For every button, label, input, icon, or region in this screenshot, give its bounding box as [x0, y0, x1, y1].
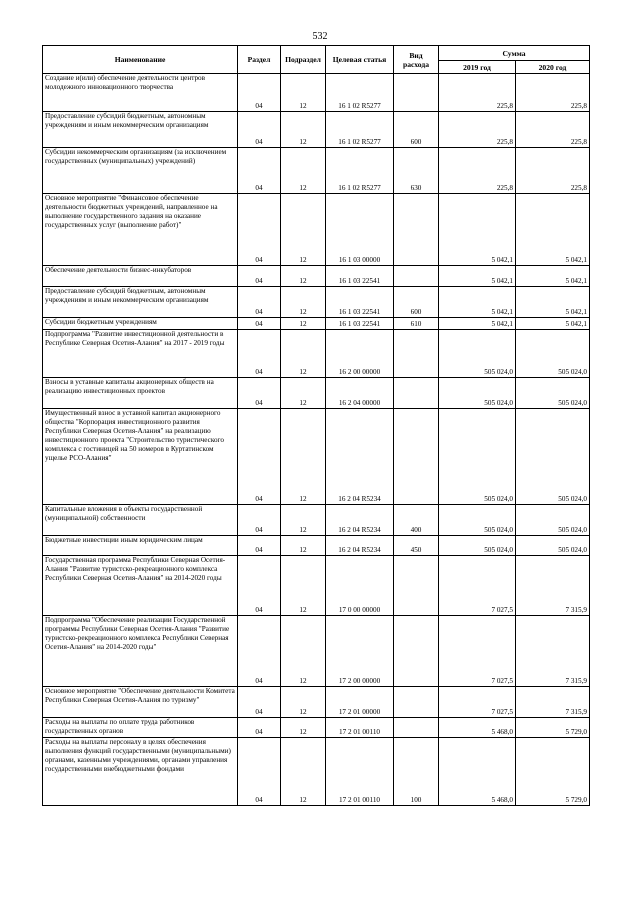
row-name: Субсидии бюджетным учреждениям	[43, 318, 238, 330]
table-row	[43, 378, 590, 409]
row-name: Взносы в уставные капиталы акционерных обществ на реализацию инвестиционных проектов	[43, 378, 238, 409]
row-statya: 16 2 04 00000	[326, 378, 394, 409]
table-row	[43, 536, 590, 556]
table-header	[43, 46, 590, 74]
row-statya: 16 2 04 R5234	[326, 536, 394, 556]
row-vid	[394, 330, 439, 378]
row-vid	[394, 556, 439, 616]
row-razdel: 04	[238, 687, 281, 718]
row-amount-2019: 5 042,1	[439, 194, 516, 266]
row-amount-2019: 225,8	[439, 148, 516, 194]
table-row	[43, 409, 590, 505]
row-amount-2020: 225,8	[516, 74, 590, 112]
header-name: Наименование	[43, 46, 238, 74]
row-amount-2020: 225,8	[516, 148, 590, 194]
row-amount-2019: 505 024,0	[439, 330, 516, 378]
row-amount-2020: 505 024,0	[516, 330, 590, 378]
row-name: Государственная программа Республики Северная Осетия-Алания "Развитие туристско-рекреационного комплекса Республики Северная Осетия-Алания" на 2014-2020 годы	[43, 556, 238, 616]
row-statya: 16 1 03 00000	[326, 194, 394, 266]
row-vid: 400	[394, 505, 439, 536]
row-name: Капитальные вложения в объекты государственной (муниципальной) собственности	[43, 505, 238, 536]
row-razdel: 04	[238, 378, 281, 409]
table-row	[43, 718, 590, 738]
row-amount-2019: 225,8	[439, 112, 516, 148]
row-vid: 600	[394, 287, 439, 318]
row-vid	[394, 409, 439, 505]
table-row	[43, 194, 590, 266]
row-name: Основное мероприятие "Обеспечение деятельности Комитета Республики Северная Осетия-Алания по туризму"	[43, 687, 238, 718]
row-razdel: 04	[238, 287, 281, 318]
row-amount-2020: 5 042,1	[516, 194, 590, 266]
row-vid	[394, 616, 439, 687]
row-statya: 16 2 04 R5234	[326, 505, 394, 536]
row-amount-2020: 5 042,1	[516, 287, 590, 318]
row-amount-2020: 225,8	[516, 112, 590, 148]
row-podrazdel: 12	[281, 148, 326, 194]
header-2019: 2019 год	[439, 61, 516, 74]
row-razdel: 04	[238, 556, 281, 616]
row-amount-2020: 505 024,0	[516, 378, 590, 409]
row-name: Расходы на выплаты персоналу в целях обеспечения выполнения функций государственными (муниципальными) органами, казенными учреждениями, органами управления государственными внебюджетными фондами	[43, 738, 238, 806]
table-row	[43, 287, 590, 318]
row-vid: 600	[394, 112, 439, 148]
row-razdel: 04	[238, 266, 281, 287]
row-vid	[394, 194, 439, 266]
row-amount-2019: 7 027,5	[439, 556, 516, 616]
row-amount-2020: 505 024,0	[516, 409, 590, 505]
row-razdel: 04	[238, 409, 281, 505]
table-row	[43, 556, 590, 616]
row-vid: 630	[394, 148, 439, 194]
row-razdel: 04	[238, 148, 281, 194]
row-razdel: 04	[238, 616, 281, 687]
header-podrazdel: Подраздел	[281, 46, 326, 74]
table-row	[43, 148, 590, 194]
page-number: 532	[312, 31, 328, 42]
row-name: Основное мероприятие "Финансовое обеспечение деятельности бюджетных учреждений, направленное на выполнение государственного задания на оказание государственных услуг (выполнение работ)"	[43, 194, 238, 266]
row-amount-2019: 7 027,5	[439, 616, 516, 687]
row-vid	[394, 718, 439, 738]
row-vid: 610	[394, 318, 439, 330]
row-amount-2020: 5 729,0	[516, 718, 590, 738]
table-row	[43, 330, 590, 378]
row-statya: 17 2 01 00000	[326, 687, 394, 718]
row-statya: 16 1 03 22541	[326, 266, 394, 287]
row-amount-2020: 7 315,9	[516, 687, 590, 718]
row-podrazdel: 12	[281, 687, 326, 718]
row-amount-2019: 5 042,1	[439, 318, 516, 330]
header-2020: 2020 год	[516, 61, 590, 74]
row-statya: 17 0 00 00000	[326, 556, 394, 616]
row-name: Предоставление субсидий бюджетным, автономным учреждениям и иным некоммерческим организациям	[43, 112, 238, 148]
row-razdel: 04	[238, 318, 281, 330]
header-vid: Вид расхода	[394, 46, 439, 74]
row-name: Бюджетные инвестиции иным юридическим лицам	[43, 536, 238, 556]
budget-table	[42, 45, 590, 806]
row-podrazdel: 12	[281, 330, 326, 378]
row-statya: 16 1 03 22541	[326, 318, 394, 330]
row-name: Подпрограмма "Развитие инвестиционной деятельности в Республике Северная Осетия-Алания" на 2017 - 2019 годы	[43, 330, 238, 378]
row-statya: 16 2 00 00000	[326, 330, 394, 378]
row-name: Подпрограмма "Обеспечение реализации Государственной программы Республики Северная Осетия-Алания "Развитие туристско-рекреационного комплекса Республики Северная Осетия-Алания" на 2014-2020 годы"	[43, 616, 238, 687]
row-razdel: 04	[238, 505, 281, 536]
header-statya: Целевая статья	[326, 46, 394, 74]
row-statya: 16 1 03 22541	[326, 287, 394, 318]
row-amount-2020: 5 729,0	[516, 738, 590, 806]
row-podrazdel: 12	[281, 74, 326, 112]
row-podrazdel: 12	[281, 738, 326, 806]
row-podrazdel: 12	[281, 718, 326, 738]
table-row	[43, 687, 590, 718]
row-statya: 16 1 02 R5277	[326, 74, 394, 112]
row-podrazdel: 12	[281, 556, 326, 616]
header-summa: Сумма	[439, 46, 590, 61]
table-body	[43, 74, 590, 806]
row-razdel: 04	[238, 194, 281, 266]
row-statya: 17 2 01 00110	[326, 738, 394, 806]
row-podrazdel: 12	[281, 616, 326, 687]
header-razdel: Раздел	[238, 46, 281, 74]
row-podrazdel: 12	[281, 266, 326, 287]
row-amount-2019: 505 024,0	[439, 536, 516, 556]
table-row	[43, 112, 590, 148]
row-statya: 17 2 00 00000	[326, 616, 394, 687]
row-amount-2019: 5 468,0	[439, 738, 516, 806]
row-amount-2019: 7 027,5	[439, 687, 516, 718]
row-name: Расходы на выплаты по оплате труда работников государственных органов	[43, 718, 238, 738]
row-razdel: 04	[238, 718, 281, 738]
row-amount-2020: 5 042,1	[516, 266, 590, 287]
row-vid	[394, 687, 439, 718]
row-name: Обеспечение деятельности бизнес-инкубаторов	[43, 266, 238, 287]
table-row	[43, 505, 590, 536]
row-vid	[394, 378, 439, 409]
row-razdel: 04	[238, 112, 281, 148]
row-razdel: 04	[238, 74, 281, 112]
row-statya: 16 2 04 R5234	[326, 409, 394, 505]
row-name: Предоставление субсидий бюджетным, автономным учреждениям и иным некоммерческим организациям	[43, 287, 238, 318]
row-podrazdel: 12	[281, 112, 326, 148]
row-name: Субсидии некоммерческим организациям (за исключением государственных (муниципальных) учреждений)	[43, 148, 238, 194]
row-vid	[394, 266, 439, 287]
table-row	[43, 738, 590, 806]
row-amount-2020: 7 315,9	[516, 556, 590, 616]
row-podrazdel: 12	[281, 287, 326, 318]
row-name: Создание и(или) обеспечение деятельности центров молодежного инновационного творчества	[43, 74, 238, 112]
row-statya: 16 1 02 R5277	[326, 112, 394, 148]
row-amount-2019: 5 042,1	[439, 266, 516, 287]
row-amount-2020: 7 315,9	[516, 616, 590, 687]
row-amount-2019: 225,8	[439, 74, 516, 112]
table-row	[43, 266, 590, 287]
row-razdel: 04	[238, 738, 281, 806]
row-amount-2019: 5 468,0	[439, 718, 516, 738]
row-amount-2020: 505 024,0	[516, 505, 590, 536]
table-row	[43, 74, 590, 112]
row-statya: 16 1 02 R5277	[326, 148, 394, 194]
table-row	[43, 318, 590, 330]
row-razdel: 04	[238, 330, 281, 378]
row-amount-2019: 505 024,0	[439, 409, 516, 505]
row-amount-2020: 505 024,0	[516, 536, 590, 556]
row-podrazdel: 12	[281, 505, 326, 536]
row-podrazdel: 12	[281, 318, 326, 330]
row-amount-2019: 505 024,0	[439, 378, 516, 409]
row-vid	[394, 74, 439, 112]
row-vid: 450	[394, 536, 439, 556]
row-podrazdel: 12	[281, 378, 326, 409]
row-podrazdel: 12	[281, 194, 326, 266]
row-vid: 100	[394, 738, 439, 806]
row-statya: 17 2 01 00110	[326, 718, 394, 738]
row-name: Имущественный взнос в уставной капитал акционерного общества "Корпорация инвестиционного развития Республики Северная Осетия-Алания" на реализацию инвестиционного проекта "Строительство туристического комплекса с гостиницей на 50 номеров в Куртатинском ущелье РСО-Алания"	[43, 409, 238, 505]
row-amount-2019: 5 042,1	[439, 287, 516, 318]
row-amount-2020: 5 042,1	[516, 318, 590, 330]
row-amount-2019: 505 024,0	[439, 505, 516, 536]
row-razdel: 04	[238, 536, 281, 556]
table-row	[43, 616, 590, 687]
row-podrazdel: 12	[281, 409, 326, 505]
row-podrazdel: 12	[281, 536, 326, 556]
